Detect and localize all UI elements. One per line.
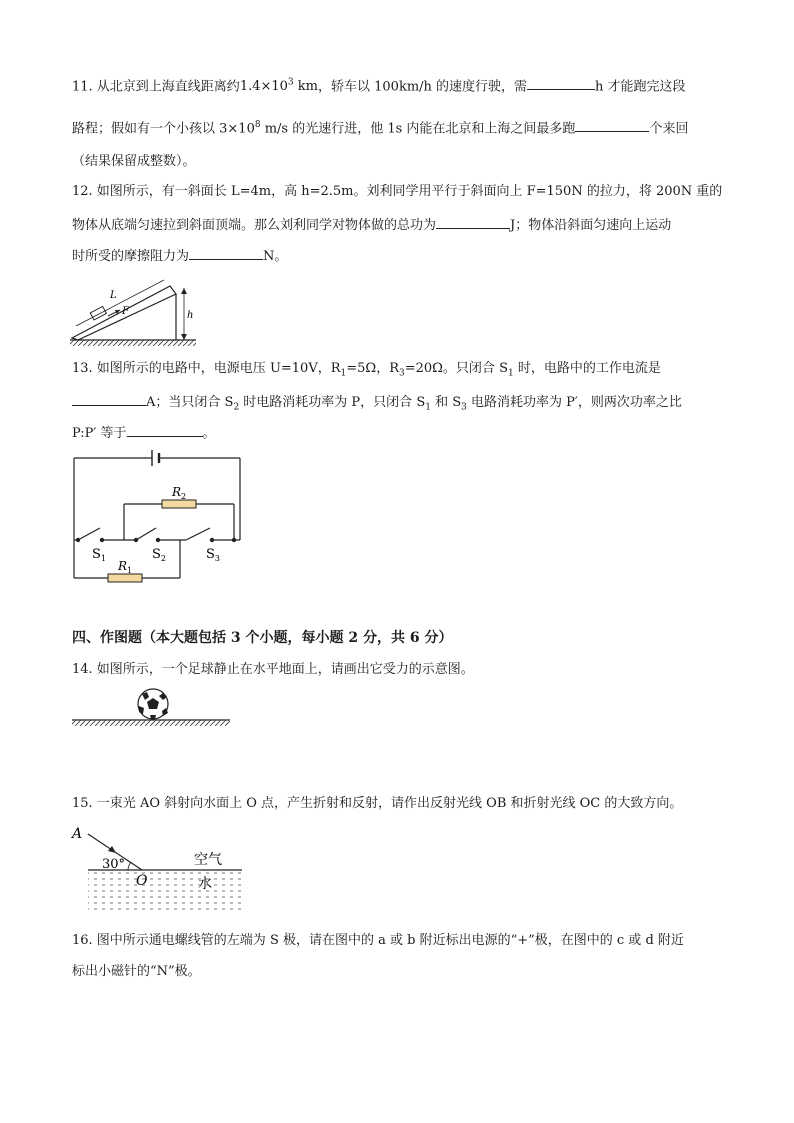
node xyxy=(100,538,104,542)
node xyxy=(134,538,138,542)
football-figure xyxy=(70,686,232,734)
q15-text: 15. 一束光 AO 斜射向水面上 O 点，产生折射和反射，请作出反射光线 OB 和折射光线 OC 的大致方向。 xyxy=(72,796,683,811)
height-label: h xyxy=(187,310,194,321)
answer-blank[interactable] xyxy=(127,422,203,437)
q11-line1 xyxy=(72,74,686,96)
q11-distance-unit: km xyxy=(293,79,318,95)
q12-line1: 12. 如图所示，有一斜面长 L=4m，高 h=2.5m。刘利同学用平行于斜面向上 F=150N 的拉力，将 200N 重的 xyxy=(72,184,723,199)
label-s2: $S_2$ xyxy=(152,547,166,563)
answer-blank[interactable] xyxy=(72,391,146,406)
q13-text: P:P′ 等于 xyxy=(72,426,127,441)
resistor-r1 xyxy=(108,574,142,582)
q14-text: 14. 如图所示，一个足球静止在水平地面上，请画出它受力的示意图。 xyxy=(72,662,474,677)
q13-text: 时，电路中的工作电流是 xyxy=(513,361,661,376)
q13-text: =20Ω。只闭合 S xyxy=(404,361,508,376)
switch-s3-blade xyxy=(186,528,210,540)
q11-text: m/s 的光速行进，他 1s 内能在北京和上海之间最多跑 xyxy=(260,121,576,137)
q11-distance-exp: 3 xyxy=(287,78,294,88)
angle-label: 30° xyxy=(102,857,126,872)
q13-text: 13. 如图所示的电路中，电源电压 U=10V，R xyxy=(72,361,341,376)
q11-exp: 8 xyxy=(254,120,261,130)
q12-line3 xyxy=(72,245,287,266)
section-heading: 四、作图题（本大题包括 3 个小题，每小题 2 分，共 6 分） xyxy=(72,630,453,646)
incident-arrowhead xyxy=(108,846,116,853)
ground-hatch xyxy=(72,720,230,726)
q13-text: A；当只闭合 S xyxy=(146,395,234,410)
q11-text-b: ，轿车以 100km/h 的速度行驶，需 xyxy=(318,79,528,95)
node xyxy=(210,538,214,542)
incline-figure xyxy=(68,276,198,350)
node xyxy=(156,538,160,542)
label-r2: $R_2$ xyxy=(172,485,187,501)
q11-line3: （结果保留成整数）。 xyxy=(72,154,196,169)
q13-line2 xyxy=(72,391,682,417)
q13-sub: 1 xyxy=(507,368,514,379)
switch-s2-blade xyxy=(136,528,156,540)
label-air: 空气 xyxy=(194,852,222,868)
water-body xyxy=(88,872,242,914)
q11-distance xyxy=(240,79,318,94)
force-label: F xyxy=(122,306,129,317)
label-a: A xyxy=(72,826,83,842)
answer-blank[interactable] xyxy=(527,75,595,90)
q12-line2 xyxy=(72,214,671,235)
length-dimension xyxy=(76,280,164,326)
q11-line2 xyxy=(72,116,688,138)
q13-text: 和 S xyxy=(430,395,462,410)
q12-text: J；物体沿斜面匀速向上运动 xyxy=(510,218,672,233)
q11-text: 11. 从北京到上海直线距离约 xyxy=(72,79,240,95)
q16-line2: 标出小磁针的“N”极。 xyxy=(72,964,201,979)
circuit-figure xyxy=(66,448,248,586)
refraction-figure xyxy=(70,822,250,918)
q12-text: 物体从底端匀速拉到斜面顶端。那么刘利同学对物体做的总功为 xyxy=(72,218,437,233)
q11-text: 个来回 xyxy=(649,121,689,137)
node xyxy=(232,538,236,542)
label-s1: $S_1$ xyxy=(92,547,106,563)
answer-blank[interactable] xyxy=(575,117,649,132)
q13-text: 。 xyxy=(202,426,216,441)
q13-sub: 3 xyxy=(398,368,405,379)
q13-line3 xyxy=(72,422,216,443)
q16-line1: 16. 图中所示通电螺线管的左端为 S 极，请在图中的 a 或 b 附近标出电源的“+”极，在图中的 c 或 d 附近 xyxy=(72,933,684,948)
switch-s1-blade xyxy=(78,528,100,540)
q13-sub: 1 xyxy=(340,368,347,379)
q13-text: 电路消耗功率为 P′，则两次功率之比 xyxy=(466,395,682,410)
q11-distance-num: 1.4×10 xyxy=(239,79,288,95)
q13-sub: 3 xyxy=(461,402,467,413)
q13-text: 时电路消耗功率为 P，只闭合 S xyxy=(239,395,426,410)
q13-line1 xyxy=(72,360,661,383)
node xyxy=(76,538,80,542)
resistor-r2 xyxy=(162,500,196,508)
q13-text: =5Ω，R xyxy=(346,361,399,376)
q11-text-c: h 才能跑完这段 xyxy=(595,79,686,95)
height-arrow-top xyxy=(181,288,187,294)
football-patch xyxy=(150,715,156,719)
length-label: L xyxy=(110,290,117,301)
block xyxy=(90,306,106,320)
q13-sub: 2 xyxy=(233,402,240,413)
answer-blank[interactable] xyxy=(436,214,510,229)
angle-arc xyxy=(128,862,131,870)
q12-text: 时所受的摩擦阻力为 xyxy=(72,249,190,264)
q12-text: N。 xyxy=(263,249,288,264)
q11-text: 路程；假如有一个小孩以 3×10 xyxy=(72,121,255,137)
answer-blank[interactable] xyxy=(189,245,263,260)
q13-sub: 1 xyxy=(425,402,431,413)
ground-hatch xyxy=(70,340,196,346)
label-s3: $S_3$ xyxy=(206,547,220,563)
label-r1: $R_1$ xyxy=(118,559,133,575)
height-arrow-bottom xyxy=(181,334,187,340)
